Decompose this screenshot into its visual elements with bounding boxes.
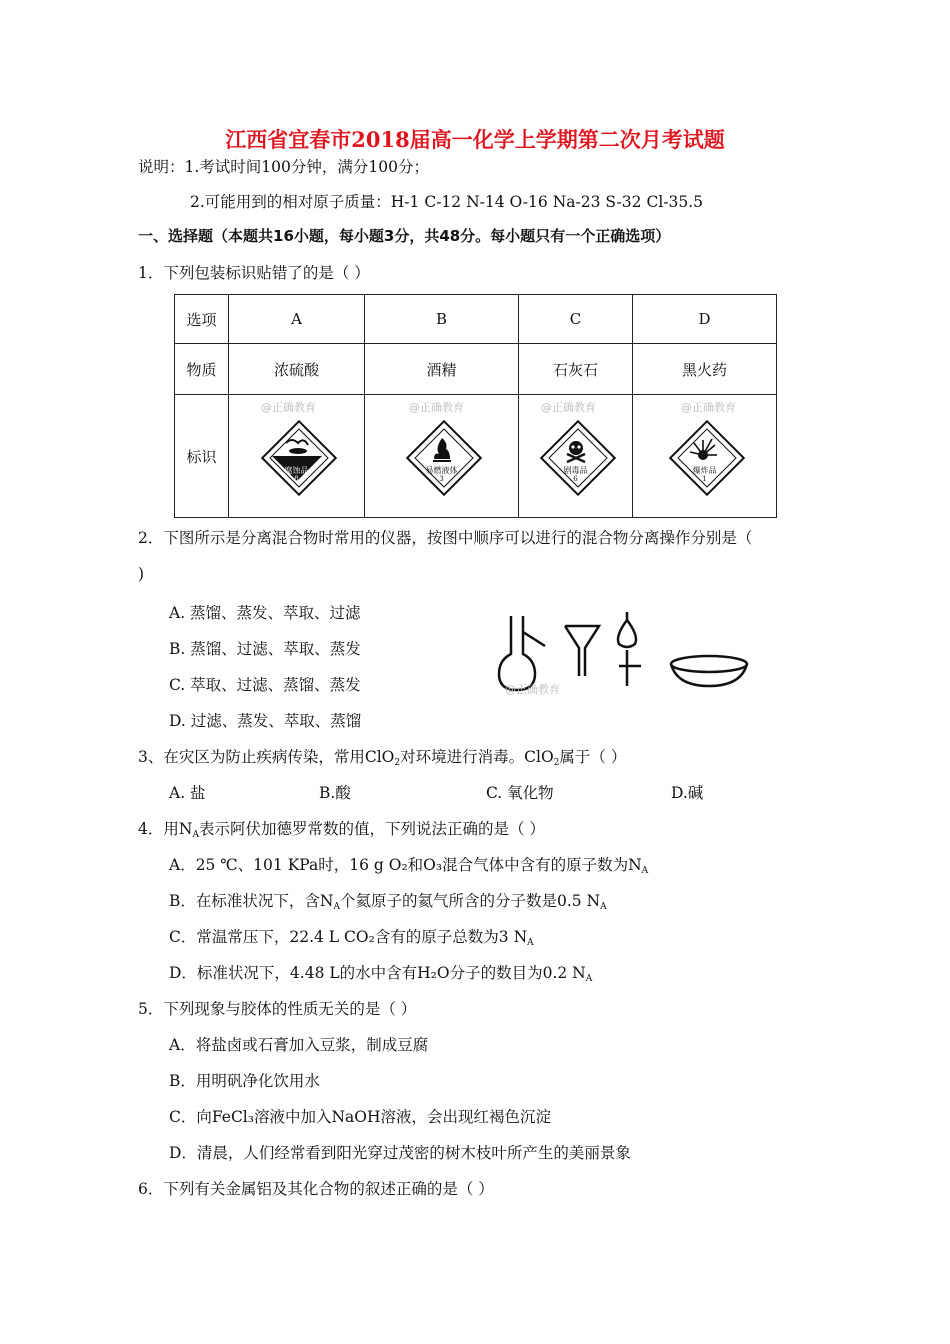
q3-option-d: D.碱 bbox=[671, 784, 704, 802]
section-heading: 一、选择题（本题共16小题，每小题3分，共48分。每小题只有一个正确选项） bbox=[138, 227, 671, 245]
option-b: B bbox=[365, 295, 519, 344]
watermark: @正确教育 bbox=[681, 401, 736, 414]
option-c: C bbox=[519, 295, 633, 344]
option-a: A bbox=[229, 295, 365, 344]
row-label-sign: 标识 bbox=[175, 395, 229, 518]
substance-c: 石灰石 bbox=[519, 344, 633, 395]
q2-stem-end: ) bbox=[138, 565, 145, 583]
q1-table bbox=[174, 294, 777, 518]
q5-option-c: C．向FeCl₃溶液中加入NaOH溶液，会出现红褐色沉淀 bbox=[169, 1108, 551, 1126]
separatory-funnel-icon bbox=[618, 612, 641, 686]
q4-option-d: D．标准状况下，4.48 L的水中含有H₂O分子的数目为0.2 $N_A$ bbox=[169, 964, 593, 984]
q1-stem: 1．下列包装标识贴错了的是（ ） bbox=[138, 264, 370, 282]
q5-option-a: A．将盐卤或石膏加入豆浆，制成豆腐 bbox=[169, 1036, 429, 1054]
substance-b: 酒精 bbox=[365, 344, 519, 395]
flammable-liquid-sign-icon: 易燃液体 3 bbox=[407, 421, 477, 491]
watermark: @正确教育 bbox=[409, 401, 464, 414]
page-title: 江西省宜春市2018届高一化学上学期第二次月考试题 bbox=[225, 127, 725, 152]
q3-stem: 3、在灾区为防止疾病传染，常用ClO$_2$对环境进行消毒。ClO$_2$属于（ ） bbox=[138, 748, 627, 768]
q3-option-a: A. 盐 bbox=[169, 784, 206, 802]
distillation-flask-icon bbox=[499, 616, 545, 690]
substance-a: 浓硫酸 bbox=[229, 344, 365, 395]
sign-cell-d bbox=[633, 395, 777, 518]
q4-option-a: A．25 ℃、101 KPa时，16 g O₂和O₃混合气体中含有的原子数为$N_A$ bbox=[169, 856, 649, 876]
sign-cell-c bbox=[519, 395, 633, 518]
sign-cell-a bbox=[229, 395, 365, 518]
option-d: D bbox=[633, 295, 777, 344]
notes-line1: 说明：1.考试时间100分钟，满分100分； bbox=[138, 158, 429, 176]
q5-option-d: D．清晨，人们经常看到阳光穿过茂密的树木枝叶所产生的美丽景象 bbox=[169, 1144, 631, 1162]
q5-option-b: B．用明矾净化饮用水 bbox=[169, 1072, 320, 1090]
sign-cell-b bbox=[365, 395, 519, 518]
notes-line2: 2.可能用到的相对原子质量：H-1 C-12 N-14 O-16 Na-23 S-32 Cl-35.5 bbox=[190, 193, 704, 211]
row-label-option: 选项 bbox=[175, 295, 229, 344]
row-label-substance: 物质 bbox=[175, 344, 229, 395]
q3-option-b: B.酸 bbox=[319, 784, 351, 802]
watermark: @正确教育 bbox=[261, 401, 316, 414]
evaporating-dish-icon bbox=[671, 656, 747, 686]
q2-option-c: C. 萃取、过滤、蒸馏、蒸发 bbox=[169, 676, 361, 694]
q5-stem: 5．下列现象与胶体的性质无关的是（ ） bbox=[138, 1000, 417, 1018]
q2-option-b: B. 蒸馏、过滤、萃取、蒸发 bbox=[169, 640, 361, 658]
watermark: @正确教育 bbox=[505, 683, 560, 696]
q4-option-c: C．常温常压下，22.4 L CO₂含有的原子总数为3 $N_A$ bbox=[169, 928, 534, 948]
funnel-icon bbox=[565, 626, 599, 676]
q4-stem: 4．用$N_A$表示阿伏加德罗常数的值，下列说法正确的是（ ） bbox=[138, 820, 545, 840]
q2-option-d: D. 过滤、蒸发、萃取、蒸馏 bbox=[169, 712, 362, 730]
corrosive-sign-icon: 腐蚀品 8 bbox=[262, 421, 332, 491]
substance-d: 黑火药 bbox=[633, 344, 777, 395]
explosive-sign-icon: 爆炸品 1 bbox=[670, 421, 740, 491]
q6-stem: 6．下列有关金属铝及其化合物的叙述正确的是（ ） bbox=[138, 1180, 494, 1198]
q3-option-c: C. 氧化物 bbox=[486, 784, 554, 802]
toxic-sign-icon: 剧毒品 6 bbox=[541, 421, 611, 491]
q2-option-a: A. 蒸馏、蒸发、萃取、过滤 bbox=[169, 604, 361, 622]
q4-option-b: B．在标准状况下，含$N_A$个氦原子的氦气所含的分子数是0.5 $N_A$ bbox=[169, 892, 607, 912]
q2-stem: 2．下图所示是分离混合物时常用的仪器，按图中顺序可以进行的混合物分离操作分别是（ bbox=[138, 529, 753, 547]
watermark: @正确教育 bbox=[541, 401, 596, 414]
